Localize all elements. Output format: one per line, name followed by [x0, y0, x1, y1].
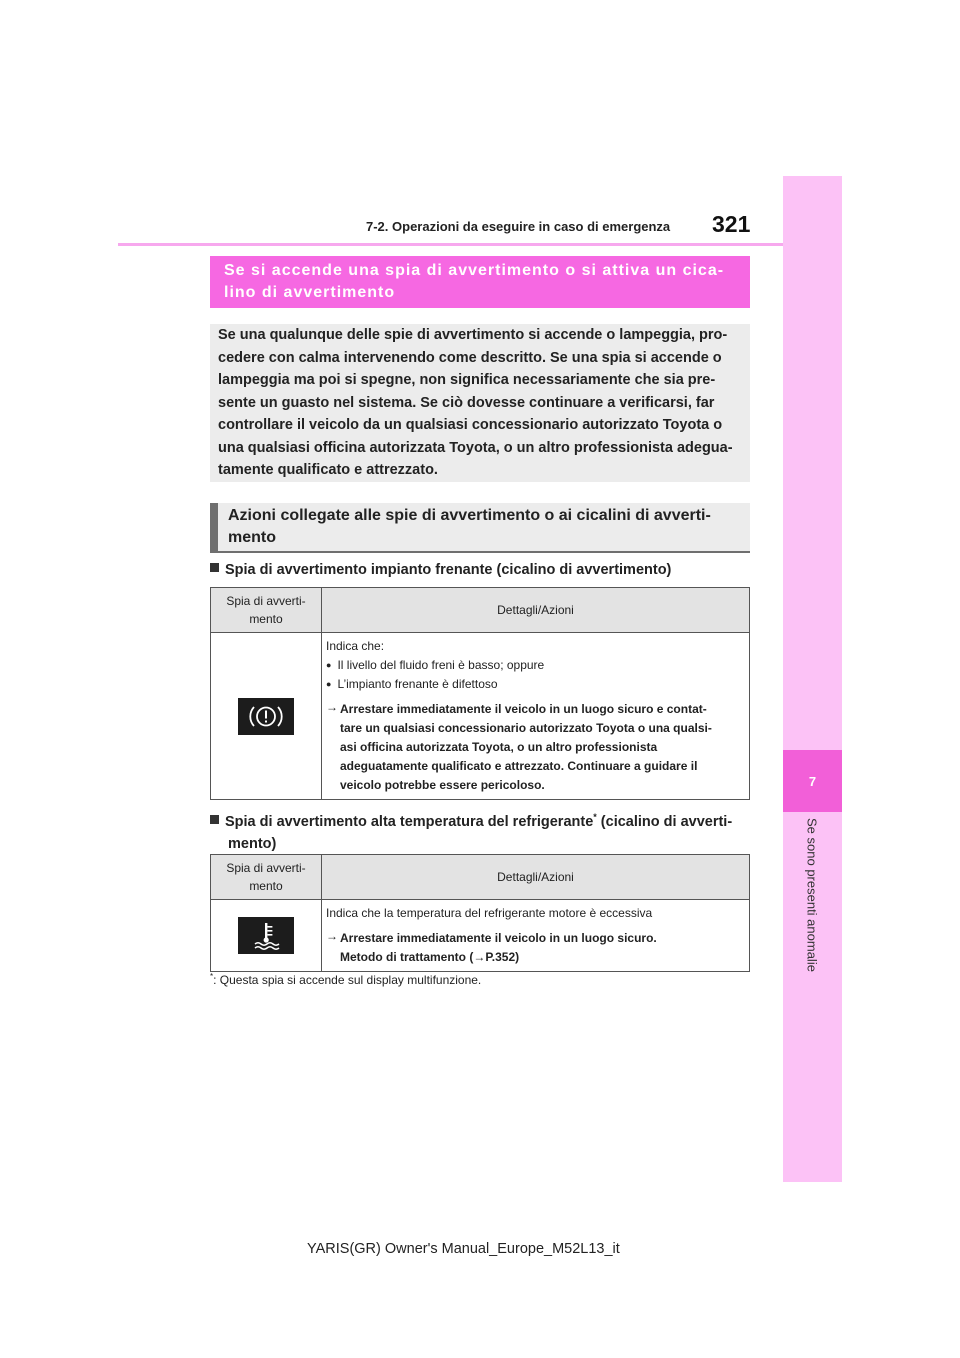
coolant-subheading: [210, 806, 732, 855]
chapter-side-tab: [783, 176, 842, 1182]
action-row: [326, 700, 745, 795]
square-bullet-icon: [210, 815, 219, 824]
intro-line: Se una qualunque delle spie di avvertimento si accende o lampeggia, pro-: [218, 327, 728, 344]
header-cell-details: Dettagli/Azioni: [322, 855, 750, 900]
intro-box: [210, 324, 750, 482]
coolant-warning-table: [210, 854, 750, 972]
details-intro: Indica che:: [326, 639, 385, 653]
icon-cell: [211, 900, 322, 972]
arrow-right-icon: →: [326, 929, 338, 943]
section-heading: [210, 503, 750, 553]
intro-line: lampeggia ma poi si spegne, non significa necessariamente che sia pre-: [218, 372, 716, 389]
arrow-right-icon: →: [326, 700, 338, 714]
header-cell-light: [211, 855, 322, 900]
header-text: mento: [249, 612, 283, 626]
footnote-text: : Questa spia si accende sul display multifunzione.: [213, 973, 482, 987]
page-reference-link[interactable]: →P.352: [473, 950, 516, 964]
chapter-number: 7: [783, 750, 842, 812]
action-line: Arrestare immediatamente il veicolo in un luogo sicuro e contat-: [340, 702, 707, 716]
coolant-subheading-text: (cicalino di avverti-: [596, 813, 733, 830]
list-item: ● Il livello del fluido freni è basso; oppure: [326, 656, 745, 675]
footnote-marker: *: [210, 972, 214, 981]
icon-cell: [211, 633, 322, 800]
action-row: [326, 929, 745, 967]
brake-subheading: [210, 559, 671, 581]
header-cell-light: [211, 588, 322, 633]
document-footer: YARIS(GR) Owner's Manual_Europe_M52L13_it: [307, 1241, 620, 1257]
intro-line: controllare il veicolo da un qualsiasi concessionario autorizzato Toyota o: [218, 417, 723, 434]
action-line: Arrestare immediatamente il veicolo in un luogo sicuro.: [340, 931, 657, 945]
header-text: Spia di avverti-: [226, 594, 306, 608]
chapter-label-text: Se sono presenti anomalie: [804, 818, 820, 972]
brake-warning-icon: [238, 698, 294, 735]
table-row: [211, 633, 750, 800]
header-text: Spia di avverti-: [226, 861, 306, 875]
intro-line: sente un guasto nel sistema. Se ciò dovesse continuare a verificarsi, far: [218, 394, 715, 411]
footnote: [210, 972, 481, 987]
action-line: tare un qualsiasi concessionario autorizzato Toyota o una qualsi-: [340, 721, 712, 735]
square-bullet-icon: [210, 563, 219, 572]
banner-line: lino di avvertimento: [224, 284, 396, 301]
details-cell: [322, 633, 750, 800]
header-cell-details: Dettagli/Azioni: [322, 588, 750, 633]
chapter-label: [795, 818, 829, 1158]
section-heading-line: mento: [228, 529, 276, 546]
list-item: ● L’impianto frenante è difettoso: [326, 675, 745, 694]
action-line: [340, 948, 657, 967]
intro-line: una qualsiasi officina autorizzata Toyota, o un altro professionista adegua-: [218, 439, 733, 456]
action-text: ): [515, 950, 520, 964]
table-row: [211, 900, 750, 972]
topic-banner: [210, 256, 750, 308]
action-line: veicolo potrebbe essere pericoloso.: [340, 778, 545, 792]
intro-line: tamente qualificato e attrezzato.: [218, 462, 438, 479]
table-header-row: [211, 588, 750, 633]
details-intro: Indica che la temperatura del refrigerante motore è eccessiva: [326, 906, 653, 920]
table-header-row: [211, 855, 750, 900]
section-heading-line: Azioni collegate alle spie di avvertimento o ai cicalini di avverti-: [228, 507, 711, 524]
coolant-subheading-text: Spia di avvertimento alta temperatura del refrigerante: [225, 813, 594, 830]
action-text: Metodo di trattamento (: [340, 950, 474, 964]
header-section-title: 7-2. Operazioni da eseguire in caso di emergenza: [366, 219, 671, 234]
coolant-subheading-text: mento): [228, 835, 277, 852]
intro-line: cedere con calma intervenendo come descritto. Se una spia si accende o: [218, 349, 722, 366]
coolant-temperature-icon: [238, 917, 294, 954]
footnote-marker: *: [593, 812, 597, 822]
details-cell: [322, 900, 750, 972]
header-text: mento: [249, 879, 283, 893]
action-line: adeguatamente qualificato e attrezzato. Continuare a guidare il: [340, 759, 698, 773]
brake-subheading-text: Spia di avvertimento impianto frenante (cicalino di avvertimento): [225, 562, 672, 578]
brake-warning-table: [210, 587, 750, 800]
header-rule: [118, 243, 783, 246]
action-line: asi officina autorizzata Toyota, o un altro professionista: [340, 740, 658, 754]
banner-line: Se si accende una spia di avvertimento o si attiva un cica-: [224, 262, 725, 279]
page-number: 321: [712, 211, 751, 237]
